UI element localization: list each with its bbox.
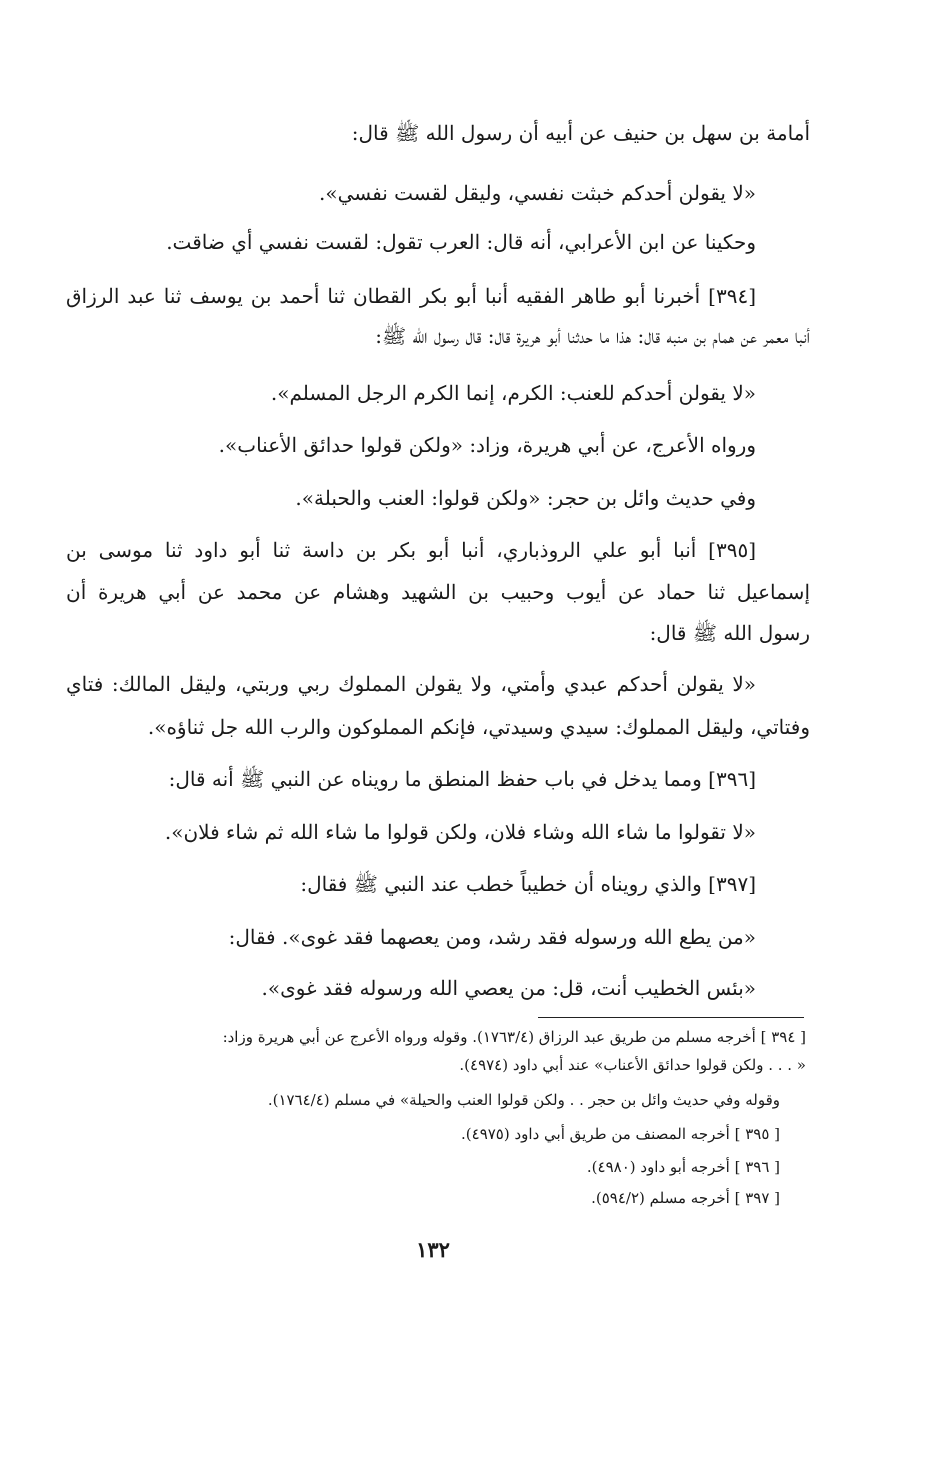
body-line-2: «لا يقولن أحدكم خبثت نفسي، وليقل لقست نفسي». <box>319 181 756 205</box>
body-line-12: «لا يقولن أحدكم عبدي وأمتي، ولا يقولن المملوك ربي وربتي، وليقل المالك: فتاي <box>66 672 756 696</box>
body-line-6: «لا يقولن أحدكم للعنب: الكرم، إنما الكرم الرجل المسلم». <box>270 381 756 405</box>
body-line-16: [٣٩٧] والذي رويناه أن خطيباً خطب عند النبي ﷺ فقال: <box>300 872 756 896</box>
footnote-line-5: [ ٣٩٦ ] أخرجه أبو داود (٤٩٨٠). <box>586 1158 780 1176</box>
body-line-11: رسول الله ﷺ قال: <box>649 621 810 645</box>
body-line-3: وحكينا عن ابن الأعرابي، أنه قال: العرب تقول: لقست نفسي أي ضاقت. <box>166 230 756 254</box>
body-line-18: «بئس الخطيب أنت، قل: من يعصي الله ورسوله فقد غوى». <box>261 976 756 1000</box>
body-line-13: وفتاتي، وليقل المملوك: سيدي وسيدتي، فإنكم المملوكون والرب الله جل ثناؤه». <box>147 715 810 739</box>
body-line-8: وفي حديث وائل بن حجر: «ولكن قولوا: العنب والحبلة». <box>295 486 756 510</box>
body-line-9: [٣٩٥] أنبا أبو علي الروذباري، أنبا أبو بكر بن داسة ثنا أبو داود ثنا موسى بن <box>66 538 756 562</box>
body-line-7: ورواه الأعرج، عن أبي هريرة، وزاد: «ولكن قولوا حدائق الأعناب». <box>218 433 756 457</box>
body-line-4: [٣٩٤] أخبرنا أبو طاهر الفقيه أنبا أبو بكر القطان ثنا أحمد بن يوسف ثنا عبد الرزاق <box>66 284 756 308</box>
footnote-line-1: [ ٣٩٤ ] أخرجه مسلم من طريق عبد الرزاق (١٧٦٣/٤). وقوله ورواه الأعرج عن أبي هريرة وزاد: <box>222 1028 806 1046</box>
body-line-15: «لا تقولوا ما شاء الله وشاء فلان، ولكن قولوا ما شاء الله ثم شاء فلان». <box>164 820 756 844</box>
body-line-10: إسماعيل ثنا حماد عن أيوب وحبيب بن الشهيد وهشام عن محمد عن أبي هريرة أن <box>66 580 811 604</box>
page-number: ١٣٢ <box>416 1237 450 1262</box>
body-line-17: «من يطع الله ورسوله فقد رشد، ومن يعصهما فقد غوى». فقال: <box>228 925 756 949</box>
footnote-line-3: وقوله وفي حديث وائل بن حجر . . ولكن قولوا العنب والحيلة» في مسلم (١٧٦٤/٤). <box>267 1091 780 1109</box>
footnote-line-2: « . . . ولكن قولوا حدائق الأعناب» عند أبي داود (٤٩٧٤). <box>459 1056 806 1074</box>
body-line-1: أمامة بن سهل بن حنيف عن أبيه أن رسول الله ﷺ قال: <box>351 121 810 145</box>
body-line-5: أنبا معمر عن همام بن منبه قال: هذا ما حدثنا أبو هريرة قال: قال رسول الله ﷺ: <box>375 324 810 348</box>
footnote-line-4: [ ٣٩٥ ] أخرجه المصنف من طريق أبي داود (٤٩٧٥). <box>461 1125 780 1143</box>
body-line-14: [٣٩٦] ومما يدخل في باب حفظ المنطق ما رويناه عن النبي ﷺ أنه قال: <box>168 767 756 791</box>
footnote-separator <box>538 1017 804 1018</box>
footnote-line-6: [ ٣٩٧ ] أخرجه مسلم (٥٩٤/٢). <box>591 1189 780 1207</box>
